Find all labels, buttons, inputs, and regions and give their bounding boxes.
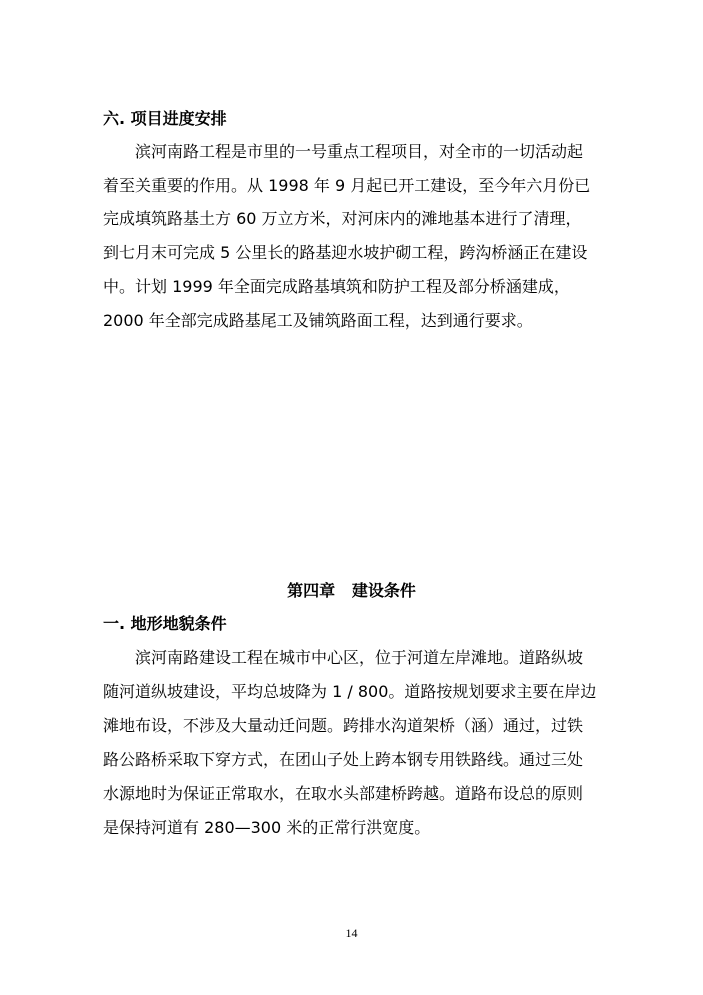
section-heading-schedule: 六. 项目进度安排 — [103, 109, 227, 128]
paragraph-line: 中。计划 1999 年全面完成路基填筑和防护工程及部分桥涵建成， — [103, 277, 570, 296]
paragraph-line: 着至关重要的作用。从 1998 年 9 月起已开工建设，至今年六月份已 — [103, 176, 591, 195]
section-heading-terrain: 一. 地形地貌条件 — [103, 614, 227, 633]
chapter-title: 第四章 建设条件 — [287, 581, 416, 600]
paragraph-line: 路公路桥采取下穿方式，在团山子处上跨本钢专用铁路线。通过三处 — [103, 750, 584, 769]
paragraph-line: 随河道纵坡建设，平均总坡降为 1 / 800。道路按规划要求主要在岸边 — [103, 682, 597, 701]
paragraph-line: 滨河南路工程是市里的一号重点工程项目，对全市的一切活动起 — [135, 142, 584, 161]
paragraph-line: 完成填筑路基土方 60 万立方米，对河床内的滩地基本进行了清理， — [103, 209, 582, 228]
paragraph-line: 水源地时为保证正常取水，在取水头部建桥跨越。道路布设总的原则 — [103, 784, 584, 803]
paragraph-line: 2000 年全部完成路基尾工及铺筑路面工程，达到通行要求。 — [103, 311, 533, 330]
paragraph-line: 到七月末可完成 5 公里长的路基迎水坡护砌工程，跨沟桥涵正在建设 — [103, 243, 588, 262]
paragraph-line: 滨河南路建设工程在城市中心区，位于河道左岸滩地。道路纵坡 — [135, 648, 584, 667]
paragraph-line: 滩地布设，不涉及大量动迁问题。跨排水沟道架桥（涵）通过，过铁 — [103, 716, 584, 735]
page-number: 14 — [345, 926, 358, 940]
paragraph-line: 是保持河道有 280—300 米的正常行洪宽度。 — [103, 818, 431, 837]
